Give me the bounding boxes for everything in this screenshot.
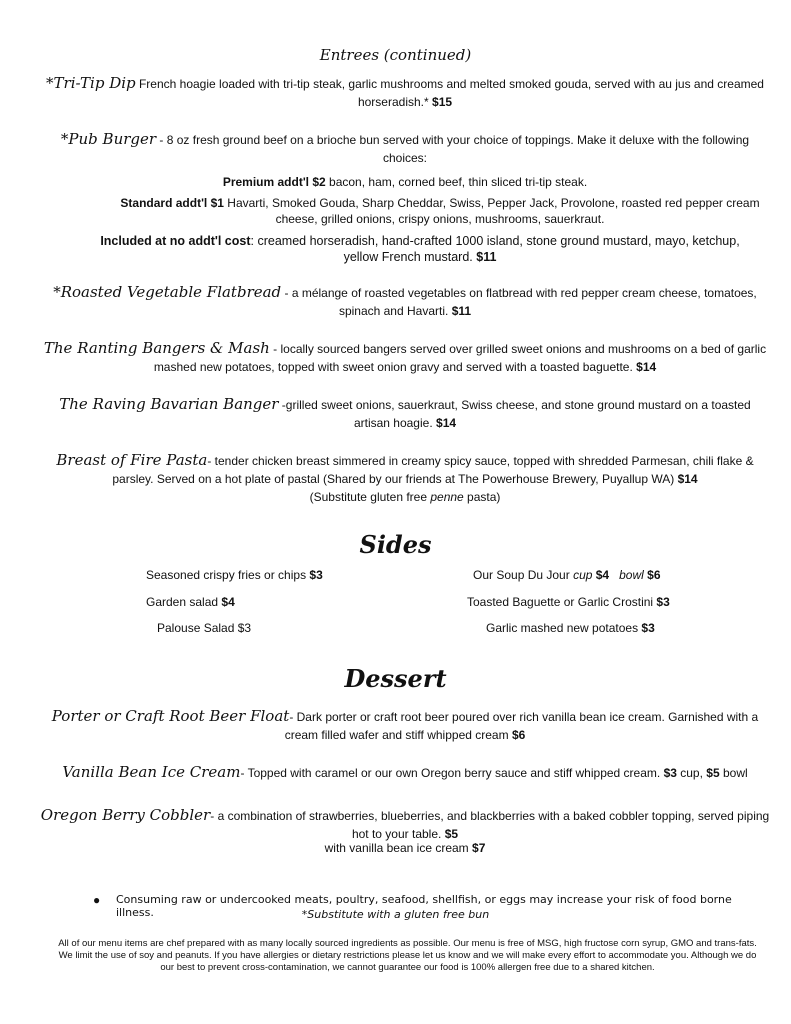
item-name: Breast of Fire Pasta — [56, 451, 208, 469]
item-name: *Tri-Tip Dip — [46, 74, 136, 92]
item-price: $14 — [636, 360, 657, 374]
item-name: The Raving Bavarian Banger — [59, 395, 279, 413]
sides-heading: Sides — [359, 530, 432, 559]
item-addon: with vanilla bean ice cream — [324, 841, 469, 855]
item-price: $15 — [432, 95, 453, 109]
included-text: : creamed horseradish, hand-crafted 1000 island, stone ground mustard, mayo, ketchup, — [250, 234, 740, 248]
item-price: $14 — [436, 416, 457, 430]
dessert-item-ice-cream: Vanilla Bean Ice Cream- Topped with caramel or our own Oregon berry sauce and stiff whipped cream. $3 cup, $5 bowl — [62, 763, 748, 781]
side-item: Seasoned crispy fries or chips $3 — [146, 568, 323, 582]
item-description: -grilled sweet onions, sauerkraut, Swiss cheese, and stone ground mustard on a toasted — [278, 398, 751, 412]
premium-text: bacon, ham, corned beef, thin sliced tri-tip steak. — [325, 175, 588, 189]
side-item: Garden salad $4 — [146, 595, 235, 609]
item-description: - a mélange of roasted vegetables on flatbread with red pepper cream cheese, tomatoes, — [281, 286, 757, 300]
item-name: *Pub Burger — [60, 130, 157, 148]
menu-item-flatbread — [40, 283, 770, 320]
menu-item-breast-of-fire-pasta — [40, 451, 770, 506]
item-name: Vanilla Bean Ice Cream — [62, 763, 241, 781]
entrees-heading: Entrees (continued) — [319, 46, 472, 64]
burger-price: $11 — [476, 250, 497, 264]
item-name: Oregon Berry Cobbler — [40, 806, 211, 824]
menu-item-bavarian-banger — [40, 395, 770, 432]
food-safety-warning: Consuming raw or undercooked meats, poultry, seafood, shellfish, or eggs may increase your risk of food borne illness. — [116, 893, 732, 919]
allergen-disclaimer: All of our menu items are chef prepared with as many locally sourced ingredients as possible. Our menu is free of MSG, high fructose corn syrup, GMO and trans-fats. We limit the use of soy and peanuts. If you have allergies or dietary restrictions please let us know and we will make every effort to accommodate you. Although we do our best to prevent cross-contamination, we cannot guarantee our food is 100% allergen free due to a shared kitchen. — [58, 938, 757, 973]
side-item: Palouse Salad $3 — [157, 621, 252, 635]
item-name: Porter or Craft Root Beer Float — [51, 707, 290, 725]
standard-text: Havarti, Smoked Gouda, Sharp Cheddar, Swiss, Pepper Jack, Provolone, roasted red pepper cream — [223, 196, 760, 210]
side-item-soup: Our Soup Du Jour cup $4 bowl $6 — [473, 568, 661, 582]
standard-text-cont: cheese, grilled onions, crispy onions, mushrooms, sauerkraut. — [275, 212, 605, 226]
item-price: $11 — [451, 304, 472, 318]
item-name: The Ranting Bangers & Mash — [43, 339, 270, 357]
item-description-cont: horseradish.* — [357, 95, 429, 109]
item-description-cont: hot to your table. — [351, 827, 442, 841]
item-price: $6 — [511, 728, 526, 742]
item-description: - a combination of strawberries, blueberries, and blackberries with a baked cobbler topping, served piping — [210, 809, 770, 823]
item-description: - locally sourced bangers served over grilled sweet onions and mushrooms on a bed of garlic — [269, 342, 767, 356]
included-toppings — [70, 233, 770, 265]
dessert-heading: Dessert — [344, 664, 447, 693]
dessert-item-cobbler — [40, 806, 770, 857]
side-item: Toasted Baguette or Garlic Crostini $3 — [467, 595, 670, 609]
item-description: - Topped with caramel or our own Oregon berry sauce and stiff whipped cream. — [240, 766, 664, 780]
item-substitution-note: (Substitute gluten free penne pasta) — [309, 490, 501, 504]
item-description: - tender chicken breast simmered in creamy spicy sauce, topped with shredded Parmesan, chili flake & — [207, 454, 754, 468]
item-description-cont: mashed new potatoes, topped with sweet onion gravy and served with a toasted baguette. — [153, 360, 633, 374]
side-item: Garlic mashed new potatoes $3 — [486, 621, 655, 635]
bullet-icon: ● — [93, 893, 101, 907]
standard-label: Standard addt'l $1 — [120, 196, 224, 210]
item-price: $5 — [444, 827, 459, 841]
item-description: - 8 oz fresh ground beef on a brioche bun served with your choice of toppings. Make it deluxe with the following — [156, 133, 750, 147]
standard-toppings — [100, 195, 780, 227]
gluten-free-note: *Substitute with a gluten free bun — [301, 908, 490, 921]
menu-item-pub-burger — [40, 130, 770, 167]
included-label: Included at no addt'l cost — [100, 234, 251, 248]
premium-toppings — [40, 174, 770, 190]
item-description-cont: parsley. Served on a hot plate of pastal (Shared by our friends at The Powerhouse Brewery, Puyallup WA) — [112, 472, 675, 486]
item-description: French hoagie loaded with tri-tip steak, garlic mushrooms and melted smoked gouda, served with au jus and creamed — [135, 77, 764, 91]
item-name: *Roasted Vegetable Flatbread — [53, 283, 282, 301]
item-price: $14 — [677, 472, 698, 486]
menu-item-tri-tip-dip — [40, 74, 770, 111]
item-description-cont: artisan hoagie. — [353, 416, 433, 430]
item-description: - Dark porter or craft root beer poured over rich vanilla bean ice cream. Garnished with a — [289, 710, 759, 724]
included-text-cont: yellow French mustard. — [343, 250, 473, 264]
item-description-cont: choices: — [382, 151, 428, 165]
menu-item-bangers-mash — [40, 339, 770, 376]
item-addon-price: $7 — [472, 841, 486, 855]
dessert-item-float — [40, 707, 770, 744]
premium-label: Premium addt'l $2 — [222, 175, 326, 189]
item-description-cont: cream filled wafer and stiff whipped cream — [284, 728, 509, 742]
item-description-cont: spinach and Havarti. — [338, 304, 449, 318]
